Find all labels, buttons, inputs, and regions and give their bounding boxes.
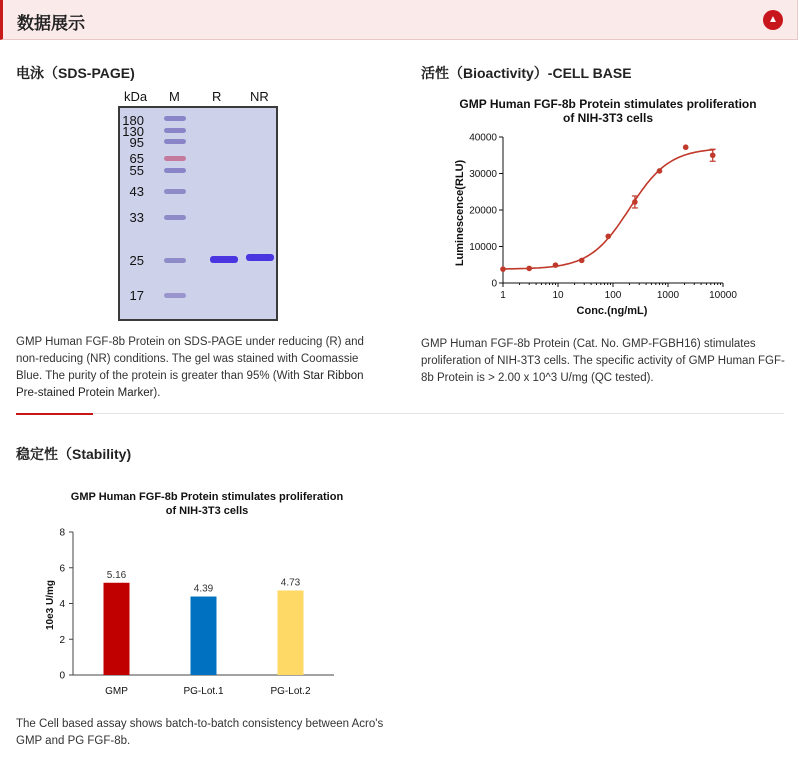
- y-tick-label: 0: [59, 670, 65, 682]
- ladder-band: [164, 189, 186, 194]
- ladder-band: [164, 293, 186, 298]
- data-point: [526, 266, 532, 272]
- sds-caption-end: ).: [153, 387, 161, 399]
- bioactivity-title: 活性（Bioactivity）-CELL BASE: [421, 65, 632, 81]
- section-title: 数据展示: [17, 14, 85, 33]
- sds-caption-text: GMP Human FGF-8b Protein on SDS-PAGE under reducing (R) and non-reducing (NR) conditions. The gel was stained with Coomassie Blue. The purity of the protein is greater than 95% (With: [16, 336, 364, 382]
- mw-label: 33: [129, 210, 144, 225]
- x-axis-label: Conc.(ng/mL): [576, 305, 648, 317]
- stability-title: 稳定性（Stability): [16, 446, 132, 462]
- mw-label: 180: [122, 113, 144, 128]
- bar: [104, 583, 130, 675]
- chart-title: GMP Human FGF-8b Protein stimulates proliferation: [70, 491, 344, 503]
- divider-accent: [16, 413, 93, 415]
- mw-label: 55: [129, 163, 144, 178]
- chart-title: of NIH-3T3 cells: [562, 111, 654, 125]
- bioactivity-caption: GMP Human FGF-8b Protein (Cat. No. GMP-FGBH16) stimulates proliferation of NIH-3T3 cells. The specific activity of GMP Human FGF-8b Protein is > 2.00 x 10^3 U/mg (QC tested).: [421, 338, 785, 384]
- stability-caption: The Cell based assay shows batch-to-batch consistency between Acro's GMP and PG FGF-8b.: [16, 718, 384, 747]
- sds-caption: [16, 334, 386, 402]
- y-tick-label: 0: [491, 278, 497, 290]
- sds-gel-image: [118, 86, 281, 324]
- data-point: [683, 144, 689, 150]
- mw-label: 130: [122, 124, 144, 139]
- gel-lane-m: M: [169, 89, 180, 104]
- x-tick-label: 100: [604, 290, 622, 301]
- sample-band-reduced: [210, 256, 238, 263]
- data-point: [579, 258, 585, 264]
- bar-value-label: 5.16: [106, 569, 127, 581]
- chart-title: of NIH-3T3 cells: [165, 505, 249, 517]
- x-tick-label: PG-Lot.2: [270, 686, 311, 697]
- data-point: [657, 168, 663, 174]
- y-tick-label: 30000: [469, 169, 497, 180]
- section-header: [0, 0, 798, 40]
- bar-value-label: 4.73: [280, 577, 301, 589]
- x-tick-label: 1: [500, 290, 506, 301]
- ladder-band: [164, 156, 186, 161]
- mw-label: 65: [129, 151, 144, 166]
- mw-label: 43: [129, 184, 144, 199]
- collapse-button[interactable]: [763, 10, 783, 30]
- mw-label: 25: [129, 253, 144, 268]
- data-point: [632, 199, 638, 205]
- y-tick-label: 6: [59, 563, 65, 575]
- y-tick-label: 8: [59, 527, 65, 539]
- x-tick-label: 10: [552, 290, 564, 301]
- ladder-band: [164, 116, 186, 121]
- y-axis-label: 10e3 U/mg: [45, 579, 56, 631]
- data-point: [553, 262, 559, 268]
- chart-title: GMP Human FGF-8b Protein stimulates proliferation: [459, 97, 757, 111]
- ladder-band: [164, 128, 186, 133]
- stability-chart: [30, 485, 370, 705]
- bar: [278, 590, 304, 675]
- chevron-up-icon: ▲: [768, 14, 778, 25]
- gel-lane-kda: kDa: [124, 89, 148, 104]
- gel-lane-nr: NR: [250, 89, 269, 104]
- y-axis-label: Luminescence(RLU): [454, 159, 466, 267]
- sds-page-title: 电泳（SDS-PAGE): [16, 65, 135, 81]
- x-tick-label: 1000: [656, 290, 680, 301]
- bioactivity-chart: [430, 88, 790, 328]
- gel-lane-r: R: [212, 89, 222, 104]
- sample-band-nonreduced: [246, 254, 274, 261]
- mw-label: 95: [129, 135, 144, 150]
- ladder-band: [164, 215, 186, 220]
- ladder-band: [164, 168, 186, 173]
- divider: [16, 413, 784, 414]
- data-point: [710, 152, 716, 158]
- fit-curve: [503, 150, 715, 269]
- y-tick-label: 2: [59, 634, 65, 646]
- x-tick-label: 10000: [709, 290, 737, 301]
- data-point: [605, 233, 611, 239]
- bar-value-label: 4.39: [193, 583, 214, 595]
- ladder-band: [164, 139, 186, 144]
- bar: [191, 597, 217, 675]
- x-tick-label: PG-Lot.1: [183, 686, 224, 697]
- y-tick-label: 20000: [469, 205, 497, 217]
- marker-link[interactable]: Star Ribbon Pre-stained Protein Marker: [16, 370, 364, 399]
- y-tick-label: 10000: [469, 242, 497, 253]
- data-point: [500, 266, 506, 272]
- ladder-band: [164, 258, 186, 263]
- y-tick-label: 4: [59, 599, 65, 610]
- y-tick-label: 40000: [469, 132, 497, 144]
- x-tick-label: GMP: [105, 686, 128, 697]
- mw-label: 17: [129, 288, 144, 303]
